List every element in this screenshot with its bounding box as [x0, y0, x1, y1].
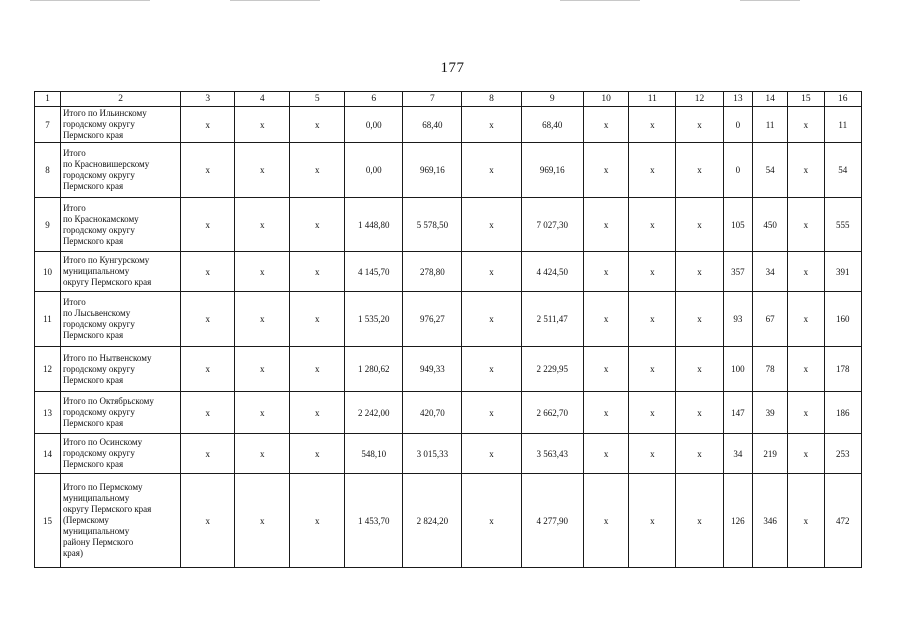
column-header-11: 11 [629, 92, 676, 107]
row-number-cell: 11 [35, 292, 61, 347]
column-header-9: 9 [521, 92, 583, 107]
value-cell-col-8: x [462, 143, 521, 198]
row-name-cell: Итого по Кунгурскому муниципальному округу Пермского края [60, 252, 180, 292]
value-cell-col-8: x [462, 107, 521, 143]
value-cell-col-5: x [290, 107, 345, 143]
value-cell-col-12: x [676, 434, 724, 474]
row-number-cell: 10 [35, 252, 61, 292]
data-table [34, 91, 862, 568]
row-number-cell: 9 [35, 198, 61, 252]
value-cell-col-15: x [788, 143, 824, 198]
value-cell-col-7: 949,33 [403, 347, 462, 392]
row-name-cell: Итого по Ильинскому городскому округу Пермского края [60, 107, 180, 143]
value-cell-col-3: x [181, 434, 235, 474]
value-cell-col-5: x [290, 347, 345, 392]
value-cell-col-14: 78 [752, 347, 787, 392]
value-cell-col-6: 2 242,00 [345, 392, 403, 434]
value-cell-col-6: 548,10 [345, 434, 403, 474]
column-header-12: 12 [676, 92, 724, 107]
value-cell-col-16: 178 [824, 347, 861, 392]
value-cell-col-14: 34 [752, 252, 787, 292]
value-cell-col-10: x [583, 143, 629, 198]
value-cell-col-6: 4 145,70 [345, 252, 403, 292]
table-row [35, 292, 862, 347]
value-cell-col-7: 278,80 [403, 252, 462, 292]
value-cell-col-16: 186 [824, 392, 861, 434]
value-cell-col-8: x [462, 434, 521, 474]
value-cell-col-7: 969,16 [403, 143, 462, 198]
scan-edge-line [560, 0, 640, 1]
scan-edge-line [740, 0, 800, 1]
value-cell-col-3: x [181, 347, 235, 392]
value-cell-col-11: x [629, 292, 676, 347]
row-name-cell: Итого по Пермскому муниципальному округу Пермского края (Пермскому муниципальному району Пермского края) [60, 474, 180, 568]
value-cell-col-5: x [290, 434, 345, 474]
value-cell-col-3: x [181, 198, 235, 252]
value-cell-col-4: x [235, 392, 290, 434]
value-cell-col-12: x [676, 252, 724, 292]
value-cell-col-12: x [676, 198, 724, 252]
table-row [35, 392, 862, 434]
row-name-cell: Итого по Краснокамскому городскому округу Пермского края [60, 198, 180, 252]
value-cell-col-7: 68,40 [403, 107, 462, 143]
value-cell-col-15: x [788, 107, 824, 143]
value-cell-col-12: x [676, 107, 724, 143]
value-cell-col-8: x [462, 198, 521, 252]
value-cell-col-14: 450 [752, 198, 787, 252]
value-cell-col-13: 100 [723, 347, 752, 392]
column-header-16: 16 [824, 92, 861, 107]
value-cell-col-4: x [235, 107, 290, 143]
value-cell-col-7: 2 824,20 [403, 474, 462, 568]
row-number-cell: 14 [35, 434, 61, 474]
value-cell-col-16: 160 [824, 292, 861, 347]
value-cell-col-5: x [290, 292, 345, 347]
value-cell-col-14: 54 [752, 143, 787, 198]
value-cell-col-15: x [788, 474, 824, 568]
value-cell-col-8: x [462, 292, 521, 347]
value-cell-col-10: x [583, 347, 629, 392]
value-cell-col-13: 0 [723, 107, 752, 143]
value-cell-col-4: x [235, 292, 290, 347]
value-cell-col-16: 54 [824, 143, 861, 198]
value-cell-col-14: 11 [752, 107, 787, 143]
value-cell-col-16: 253 [824, 434, 861, 474]
value-cell-col-4: x [235, 347, 290, 392]
value-cell-col-13: 93 [723, 292, 752, 347]
value-cell-col-11: x [629, 107, 676, 143]
value-cell-col-4: x [235, 474, 290, 568]
header-row [35, 92, 862, 107]
column-header-13: 13 [723, 92, 752, 107]
page-number: 177 [440, 60, 465, 76]
value-cell-col-16: 11 [824, 107, 861, 143]
value-cell-col-16: 555 [824, 198, 861, 252]
value-cell-col-3: x [181, 143, 235, 198]
value-cell-col-11: x [629, 198, 676, 252]
value-cell-col-4: x [235, 252, 290, 292]
value-cell-col-4: x [235, 434, 290, 474]
value-cell-col-11: x [629, 392, 676, 434]
value-cell-col-3: x [181, 252, 235, 292]
value-cell-col-12: x [676, 292, 724, 347]
value-cell-col-9: 969,16 [521, 143, 583, 198]
column-header-1: 1 [35, 92, 61, 107]
value-cell-col-13: 126 [723, 474, 752, 568]
value-cell-col-7: 420,70 [403, 392, 462, 434]
value-cell-col-3: x [181, 474, 235, 568]
value-cell-col-6: 1 453,70 [345, 474, 403, 568]
value-cell-col-11: x [629, 474, 676, 568]
row-number-cell: 12 [35, 347, 61, 392]
value-cell-col-3: x [181, 292, 235, 347]
table-row [35, 143, 862, 198]
column-header-8: 8 [462, 92, 521, 107]
value-cell-col-6: 1 280,62 [345, 347, 403, 392]
row-name-cell: Итого по Осинскому городскому округу Пермского края [60, 434, 180, 474]
value-cell-col-9: 2 662,70 [521, 392, 583, 434]
value-cell-col-7: 5 578,50 [403, 198, 462, 252]
column-header-4: 4 [235, 92, 290, 107]
value-cell-col-9: 3 563,43 [521, 434, 583, 474]
value-cell-col-13: 357 [723, 252, 752, 292]
value-cell-col-8: x [462, 347, 521, 392]
value-cell-col-6: 0,00 [345, 107, 403, 143]
value-cell-col-5: x [290, 474, 345, 568]
value-cell-col-16: 391 [824, 252, 861, 292]
value-cell-col-11: x [629, 143, 676, 198]
value-cell-col-9: 4 277,90 [521, 474, 583, 568]
value-cell-col-3: x [181, 107, 235, 143]
value-cell-col-12: x [676, 392, 724, 434]
value-cell-col-3: x [181, 392, 235, 434]
value-cell-col-10: x [583, 252, 629, 292]
value-cell-col-14: 67 [752, 292, 787, 347]
value-cell-col-10: x [583, 392, 629, 434]
row-number-cell: 13 [35, 392, 61, 434]
value-cell-col-8: x [462, 392, 521, 434]
table-row [35, 474, 862, 568]
value-cell-col-14: 219 [752, 434, 787, 474]
value-cell-col-15: x [788, 252, 824, 292]
value-cell-col-9: 68,40 [521, 107, 583, 143]
value-cell-col-13: 147 [723, 392, 752, 434]
value-cell-col-8: x [462, 474, 521, 568]
value-cell-col-12: x [676, 143, 724, 198]
table-row [35, 252, 862, 292]
value-cell-col-10: x [583, 107, 629, 143]
value-cell-col-12: x [676, 474, 724, 568]
table-row [35, 434, 862, 474]
value-cell-col-9: 4 424,50 [521, 252, 583, 292]
column-header-5: 5 [290, 92, 345, 107]
value-cell-col-15: x [788, 347, 824, 392]
value-cell-col-10: x [583, 292, 629, 347]
column-header-6: 6 [345, 92, 403, 107]
value-cell-col-5: x [290, 392, 345, 434]
value-cell-col-13: 105 [723, 198, 752, 252]
column-header-7: 7 [403, 92, 462, 107]
value-cell-col-9: 2 229,95 [521, 347, 583, 392]
table-body [35, 107, 862, 568]
scan-edge-line [230, 0, 320, 1]
value-cell-col-15: x [788, 434, 824, 474]
value-cell-col-10: x [583, 474, 629, 568]
value-cell-col-11: x [629, 347, 676, 392]
value-cell-col-7: 3 015,33 [403, 434, 462, 474]
row-name-cell: Итого по Нытвенскому городскому округу Пермского края [60, 347, 180, 392]
value-cell-col-12: x [676, 347, 724, 392]
value-cell-col-15: x [788, 292, 824, 347]
scan-edge-line [30, 0, 150, 1]
value-cell-col-5: x [290, 252, 345, 292]
column-header-10: 10 [583, 92, 629, 107]
value-cell-col-9: 2 511,47 [521, 292, 583, 347]
value-cell-col-15: x [788, 198, 824, 252]
value-cell-col-11: x [629, 252, 676, 292]
value-cell-col-8: x [462, 252, 521, 292]
value-cell-col-6: 1 448,80 [345, 198, 403, 252]
value-cell-col-11: x [629, 434, 676, 474]
row-number-cell: 7 [35, 107, 61, 143]
value-cell-col-7: 976,27 [403, 292, 462, 347]
value-cell-col-14: 39 [752, 392, 787, 434]
value-cell-col-6: 0,00 [345, 143, 403, 198]
value-cell-col-5: x [290, 143, 345, 198]
row-number-cell: 15 [35, 474, 61, 568]
column-header-15: 15 [788, 92, 824, 107]
value-cell-col-9: 7 027,30 [521, 198, 583, 252]
value-cell-col-5: x [290, 198, 345, 252]
value-cell-col-6: 1 535,20 [345, 292, 403, 347]
value-cell-col-13: 0 [723, 143, 752, 198]
row-name-cell: Итого по Красновишерскому городскому округу Пермского края [60, 143, 180, 198]
column-header-14: 14 [752, 92, 787, 107]
row-number-cell: 8 [35, 143, 61, 198]
row-name-cell: Итого по Октябрьскому городскому округу Пермского края [60, 392, 180, 434]
value-cell-col-13: 34 [723, 434, 752, 474]
column-header-2: 2 [60, 92, 180, 107]
column-header-3: 3 [181, 92, 235, 107]
value-cell-col-4: x [235, 143, 290, 198]
table-row [35, 198, 862, 252]
value-cell-col-16: 472 [824, 474, 861, 568]
row-name-cell: Итого по Лысьвенскому городскому округу Пермского края [60, 292, 180, 347]
value-cell-col-15: x [788, 392, 824, 434]
table-row [35, 347, 862, 392]
value-cell-col-4: x [235, 198, 290, 252]
table-row [35, 107, 862, 143]
value-cell-col-14: 346 [752, 474, 787, 568]
value-cell-col-10: x [583, 434, 629, 474]
value-cell-col-10: x [583, 198, 629, 252]
